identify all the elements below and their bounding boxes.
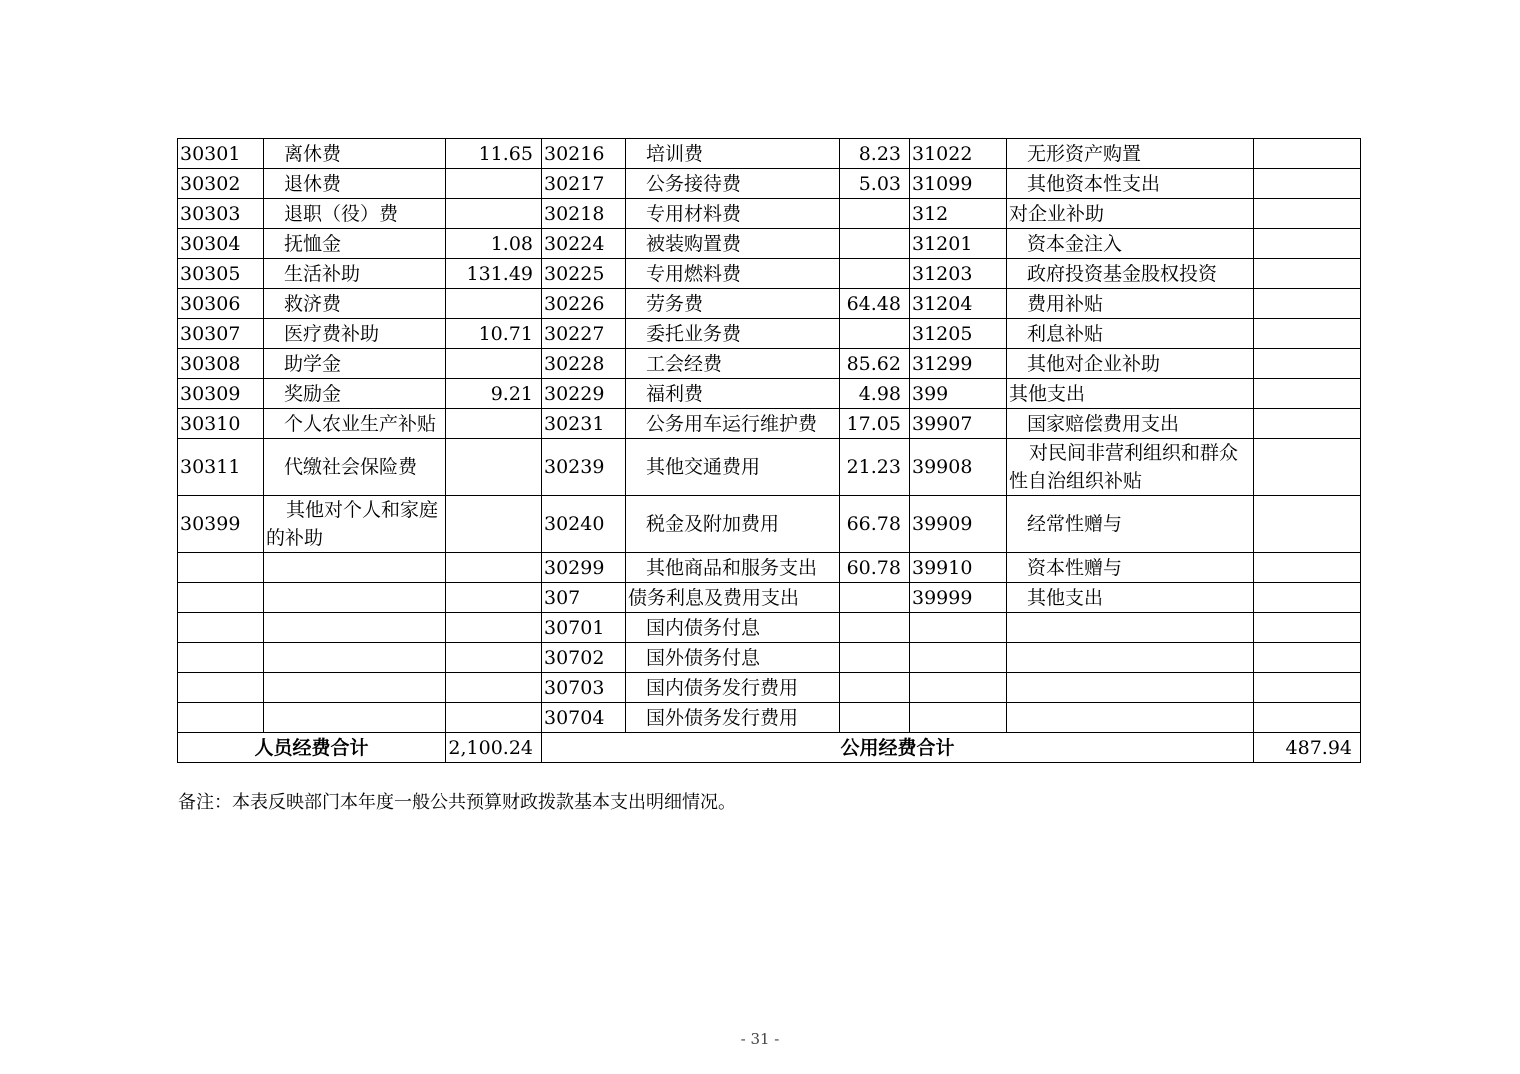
other-code: 39909: [910, 496, 1007, 553]
other-code: 39908: [910, 439, 1007, 496]
other-item: 其他资本性支出: [1007, 169, 1254, 199]
personnel-code: 30310: [178, 409, 264, 439]
other-item: 经常性赠与: [1007, 496, 1254, 553]
personnel-amount: 131.49: [446, 259, 542, 289]
personnel-code: 30309: [178, 379, 264, 409]
personnel-amount: 9.21: [446, 379, 542, 409]
public-item: 公务接待费: [626, 169, 840, 199]
table-row: [178, 259, 1361, 289]
page-number: - 31 -: [740, 1030, 780, 1048]
public-code: 30216: [542, 139, 626, 169]
other-code: 31022: [910, 139, 1007, 169]
table-row: [178, 613, 1361, 643]
other-code: [910, 643, 1007, 673]
personnel-code: 30399: [178, 496, 264, 553]
public-code: 30224: [542, 229, 626, 259]
personnel-item: 生活补助: [264, 259, 446, 289]
personnel-item: 助学金: [264, 349, 446, 379]
public-code: 30227: [542, 319, 626, 349]
public-item: 福利费: [626, 379, 840, 409]
other-item: 利息补贴: [1007, 319, 1254, 349]
personnel-item: 其他对个人和家庭的补助: [264, 496, 446, 553]
public-total-value: 487.94: [1254, 733, 1361, 763]
public-amount: [840, 229, 910, 259]
table-row: [178, 439, 1361, 496]
other-item: [1007, 613, 1254, 643]
public-item: 劳务费: [626, 289, 840, 319]
public-amount: 21.23: [840, 439, 910, 496]
other-amount: [1254, 169, 1361, 199]
public-item: 其他交通费用: [626, 439, 840, 496]
table-row: [178, 643, 1361, 673]
other-code: 312: [910, 199, 1007, 229]
personnel-code: 30301: [178, 139, 264, 169]
public-item: 债务利息及费用支出: [626, 583, 840, 613]
personnel-amount: [446, 613, 542, 643]
other-item: 国家赔偿费用支出: [1007, 409, 1254, 439]
personnel-code: [178, 613, 264, 643]
personnel-item: 奖励金: [264, 379, 446, 409]
personnel-amount: 1.08: [446, 229, 542, 259]
other-amount: [1254, 439, 1361, 496]
public-code: 307: [542, 583, 626, 613]
other-item: 政府投资基金股权投资: [1007, 259, 1254, 289]
public-code: 30225: [542, 259, 626, 289]
personnel-item: 离休费: [264, 139, 446, 169]
other-amount: [1254, 259, 1361, 289]
table-row: [178, 319, 1361, 349]
public-code: 30228: [542, 349, 626, 379]
other-amount: [1254, 583, 1361, 613]
personnel-amount: [446, 409, 542, 439]
public-amount: [840, 673, 910, 703]
public-code: 30240: [542, 496, 626, 553]
personnel-item: 退职（役）费: [264, 199, 446, 229]
personnel-code: 30308: [178, 349, 264, 379]
other-amount: [1254, 613, 1361, 643]
personnel-item: [264, 583, 446, 613]
public-item: 国外债务付息: [626, 643, 840, 673]
public-item: 公务用车运行维护费: [626, 409, 840, 439]
other-code: [910, 673, 1007, 703]
personnel-item: 退休费: [264, 169, 446, 199]
public-amount: 66.78: [840, 496, 910, 553]
personnel-item: 医疗费补助: [264, 319, 446, 349]
public-code: 30702: [542, 643, 626, 673]
table-row: [178, 349, 1361, 379]
personnel-code: 30306: [178, 289, 264, 319]
other-code: [910, 613, 1007, 643]
other-item: 对企业补助: [1007, 199, 1254, 229]
other-code: 39907: [910, 409, 1007, 439]
table-row: [178, 583, 1361, 613]
other-amount: [1254, 703, 1361, 733]
public-item: 国内债务付息: [626, 613, 840, 643]
public-code: 30701: [542, 613, 626, 643]
other-amount: [1254, 229, 1361, 259]
public-item: 被装购置费: [626, 229, 840, 259]
budget-detail-table: [177, 138, 1361, 763]
table-row: [178, 496, 1361, 553]
personnel-code: [178, 643, 264, 673]
public-total-label: 公用经费合计: [542, 733, 1254, 763]
other-item: [1007, 703, 1254, 733]
totals-row: [178, 733, 1361, 763]
table-row: [178, 553, 1361, 583]
public-amount: 85.62: [840, 349, 910, 379]
public-amount: [840, 643, 910, 673]
other-amount: [1254, 139, 1361, 169]
public-amount: [840, 259, 910, 289]
personnel-code: 30311: [178, 439, 264, 496]
personnel-item: 救济费: [264, 289, 446, 319]
personnel-code: [178, 583, 264, 613]
public-code: 30704: [542, 703, 626, 733]
other-amount: [1254, 379, 1361, 409]
other-code: 31299: [910, 349, 1007, 379]
other-amount: [1254, 319, 1361, 349]
personnel-item: 抚恤金: [264, 229, 446, 259]
personnel-code: 30307: [178, 319, 264, 349]
table-note: 备注：本表反映部门本年度一般公共预算财政拨款基本支出明细情况。: [178, 792, 736, 813]
public-code: 30239: [542, 439, 626, 496]
table-row: [178, 703, 1361, 733]
personnel-amount: [446, 553, 542, 583]
public-code: 30226: [542, 289, 626, 319]
other-item: 费用补贴: [1007, 289, 1254, 319]
public-item: 培训费: [626, 139, 840, 169]
other-amount: [1254, 199, 1361, 229]
public-item: 工会经费: [626, 349, 840, 379]
table-row: [178, 139, 1361, 169]
personnel-amount: [446, 169, 542, 199]
other-item: [1007, 673, 1254, 703]
public-amount: 4.98: [840, 379, 910, 409]
personnel-code: 30302: [178, 169, 264, 199]
personnel-item: [264, 673, 446, 703]
personnel-amount: 11.65: [446, 139, 542, 169]
table-row: [178, 199, 1361, 229]
other-amount: [1254, 409, 1361, 439]
public-amount: 8.23: [840, 139, 910, 169]
other-item: 资本性赠与: [1007, 553, 1254, 583]
personnel-amount: [446, 673, 542, 703]
personnel-code: [178, 703, 264, 733]
personnel-amount: [446, 349, 542, 379]
other-item: 对民间非营利组织和群众性自治组织补贴: [1007, 439, 1254, 496]
public-item: 国外债务发行费用: [626, 703, 840, 733]
personnel-code: [178, 673, 264, 703]
other-amount: [1254, 643, 1361, 673]
other-code: 31203: [910, 259, 1007, 289]
public-amount: [840, 703, 910, 733]
public-code: 30229: [542, 379, 626, 409]
other-code: 39999: [910, 583, 1007, 613]
personnel-item: [264, 643, 446, 673]
personnel-amount: [446, 289, 542, 319]
table-row: [178, 169, 1361, 199]
other-amount: [1254, 553, 1361, 583]
table-row: [178, 409, 1361, 439]
other-code: 39910: [910, 553, 1007, 583]
table-row: [178, 379, 1361, 409]
other-amount: [1254, 496, 1361, 553]
public-code: 30703: [542, 673, 626, 703]
personnel-item: [264, 613, 446, 643]
public-code: 30231: [542, 409, 626, 439]
public-amount: [840, 199, 910, 229]
public-amount: 5.03: [840, 169, 910, 199]
other-amount: [1254, 673, 1361, 703]
other-item: 资本金注入: [1007, 229, 1254, 259]
other-code: 31204: [910, 289, 1007, 319]
public-amount: 17.05: [840, 409, 910, 439]
personnel-item: 个人农业生产补贴: [264, 409, 446, 439]
other-code: [910, 703, 1007, 733]
other-item: 其他对企业补助: [1007, 349, 1254, 379]
public-item: 税金及附加费用: [626, 496, 840, 553]
public-amount: 60.78: [840, 553, 910, 583]
other-code: 31201: [910, 229, 1007, 259]
personnel-amount: [446, 583, 542, 613]
public-amount: [840, 613, 910, 643]
personnel-item: 代缴社会保险费: [264, 439, 446, 496]
personnel-total-value: 2,100.24: [446, 733, 542, 763]
public-code: 30217: [542, 169, 626, 199]
personnel-item: [264, 703, 446, 733]
public-code: 30218: [542, 199, 626, 229]
public-amount: [840, 583, 910, 613]
personnel-code: 30305: [178, 259, 264, 289]
other-code: 31205: [910, 319, 1007, 349]
public-item: 国内债务发行费用: [626, 673, 840, 703]
personnel-amount: [446, 199, 542, 229]
table-row: [178, 289, 1361, 319]
other-amount: [1254, 289, 1361, 319]
other-item: [1007, 643, 1254, 673]
other-item: 其他支出: [1007, 379, 1254, 409]
other-code: 399: [910, 379, 1007, 409]
personnel-item: [264, 553, 446, 583]
public-code: 30299: [542, 553, 626, 583]
personnel-amount: [446, 703, 542, 733]
personnel-amount: [446, 439, 542, 496]
personnel-code: 30304: [178, 229, 264, 259]
public-amount: 64.48: [840, 289, 910, 319]
table-row: [178, 229, 1361, 259]
table-body: [178, 139, 1361, 733]
personnel-amount: [446, 643, 542, 673]
personnel-code: [178, 553, 264, 583]
other-amount: [1254, 349, 1361, 379]
personnel-amount: [446, 496, 542, 553]
other-code: 31099: [910, 169, 1007, 199]
public-item: 其他商品和服务支出: [626, 553, 840, 583]
public-amount: [840, 319, 910, 349]
public-item: 专用材料费: [626, 199, 840, 229]
personnel-amount: 10.71: [446, 319, 542, 349]
public-item: 委托业务费: [626, 319, 840, 349]
personnel-code: 30303: [178, 199, 264, 229]
public-item: 专用燃料费: [626, 259, 840, 289]
other-item: 无形资产购置: [1007, 139, 1254, 169]
table-row: [178, 673, 1361, 703]
personnel-total-label: 人员经费合计: [178, 733, 446, 763]
other-item: 其他支出: [1007, 583, 1254, 613]
